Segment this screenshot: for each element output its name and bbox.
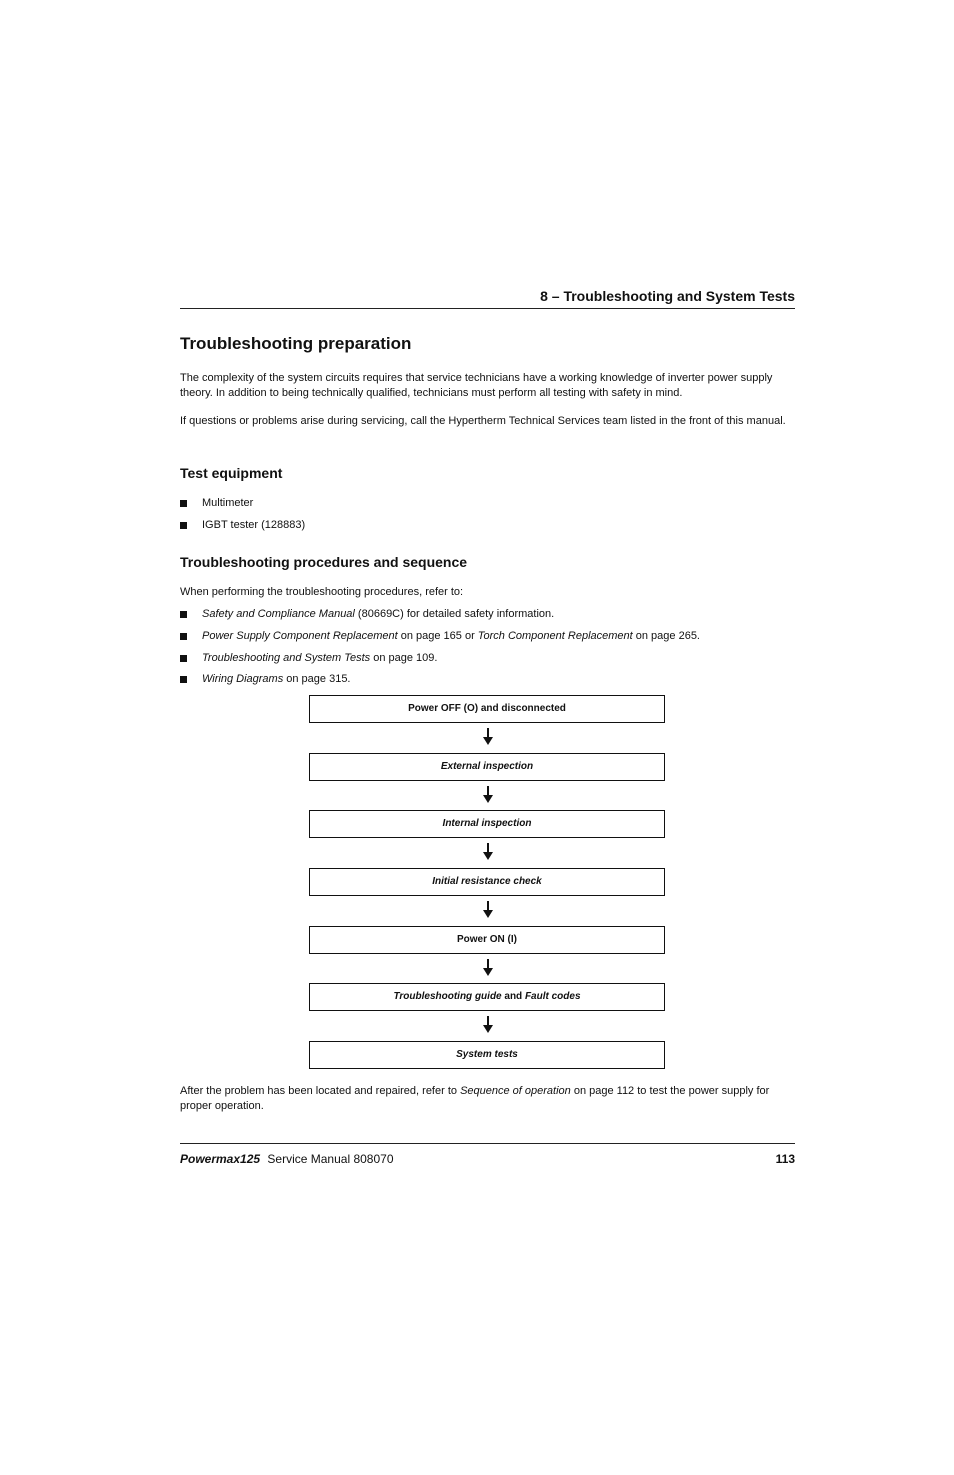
flowchart-step-external-inspection: External inspection xyxy=(309,753,665,781)
intro-paragraph-1: The complexity of the system circuits requires that service technicians have a working knowledge of inverter power supply theory. In addition to being technically qualified, technicians must perform all testing with safety in mind. xyxy=(180,372,773,399)
manual-reference: Torch Component Replacement xyxy=(477,630,633,642)
page-footer xyxy=(180,1152,795,1166)
list-item-text: Safety and Compliance Manual (80669C) for detailed safety information. xyxy=(202,608,555,620)
flowchart-step-system-tests: System tests xyxy=(309,1041,665,1069)
manual-reference: Troubleshooting and System Tests xyxy=(202,652,371,664)
page-title: Troubleshooting preparation xyxy=(180,334,412,353)
list-item-text: Wiring Diagrams on page 315. xyxy=(202,673,351,685)
manual-reference: Sequence of operation xyxy=(460,1085,571,1097)
bullet-icon xyxy=(180,633,187,640)
intro-paragraph-2: If questions or problems arise during servicing, call the Hypertherm Technical Services team listed in the front of this manual. xyxy=(180,415,786,427)
down-arrow-icon xyxy=(482,786,494,804)
down-arrow-icon xyxy=(482,901,494,919)
list-item-text: Power Supply Component Replacement on page 165 or Torch Component Replacement on page 265. xyxy=(202,630,700,642)
manual-reference: Wiring Diagrams xyxy=(202,673,284,685)
list-item-text: Multimeter xyxy=(202,497,254,509)
bullet-icon xyxy=(180,500,187,507)
flowchart-step-troubleshooting-guide: Troubleshooting guide and Fault codes xyxy=(309,983,665,1011)
bullet-icon xyxy=(180,655,187,662)
test-equipment-heading: Test equipment xyxy=(180,465,283,481)
flowchart-step-power-off: Power OFF (O) and disconnected xyxy=(309,695,665,723)
list-item-text: Troubleshooting and System Tests on page 109. xyxy=(202,652,438,664)
flowchart-step-internal-inspection: Internal inspection xyxy=(309,810,665,838)
procedures-heading: Troubleshooting procedures and sequence xyxy=(180,554,468,570)
flowchart-step-resistance-check: Initial resistance check xyxy=(309,868,665,896)
page-number: 113 xyxy=(775,1152,795,1166)
flowchart-step-power-on: Power ON (I) xyxy=(309,926,665,954)
down-arrow-icon xyxy=(482,843,494,861)
chapter-header: 8 – Troubleshooting and System Tests xyxy=(540,288,795,304)
bullet-icon xyxy=(180,676,187,683)
list-item-text: IGBT tester (128883) xyxy=(202,519,306,531)
manual-number: Service Manual 808070 xyxy=(267,1152,394,1166)
footer-rule xyxy=(180,1143,795,1144)
closing-paragraph: After the problem has been located and repaired, refer to Sequence of operation on page 112 to test the power supply for proper operation. xyxy=(180,1085,770,1112)
manual-reference: Safety and Compliance Manual xyxy=(202,608,355,620)
product-brand: Powermax125 xyxy=(180,1152,261,1166)
bullet-icon xyxy=(180,611,187,618)
down-arrow-icon xyxy=(482,959,494,977)
down-arrow-icon xyxy=(482,728,494,746)
manual-reference: Power Supply Component Replacement xyxy=(202,630,398,642)
down-arrow-icon xyxy=(482,1016,494,1034)
header-rule xyxy=(180,308,795,309)
procedures-lead: When performing the troubleshooting procedures, refer to: xyxy=(180,586,464,598)
bullet-icon xyxy=(180,522,187,529)
